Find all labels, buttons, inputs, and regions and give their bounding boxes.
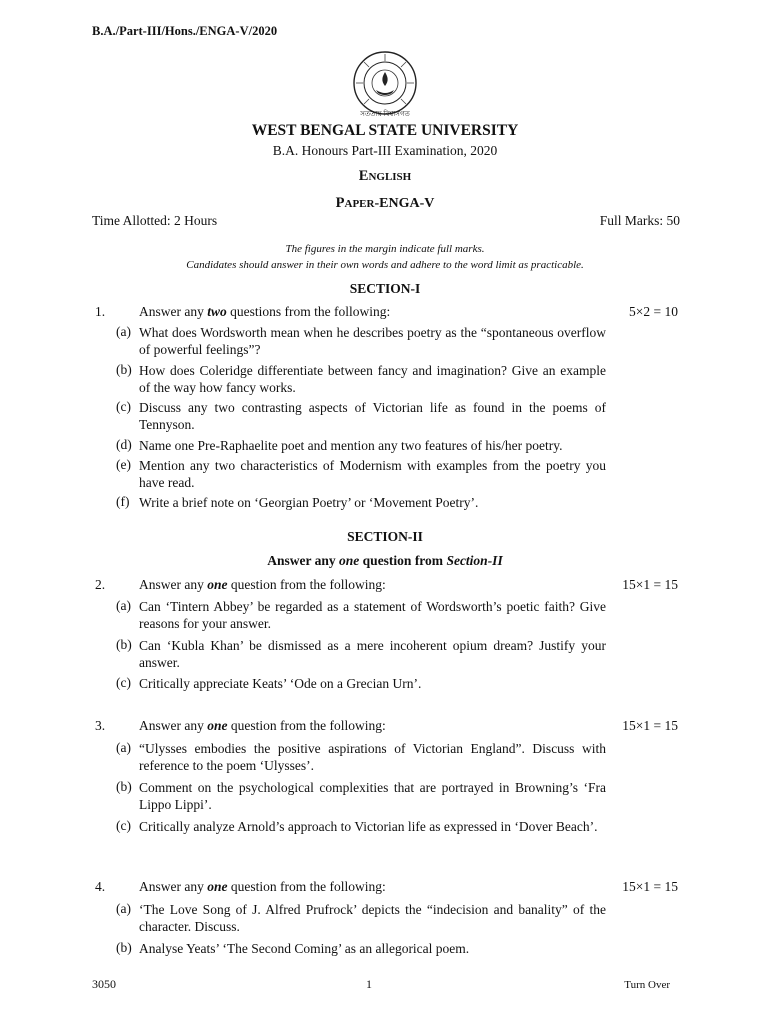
university-emblem-icon	[352, 50, 418, 116]
question-number: 2.	[95, 577, 106, 592]
section-instruction: Answer any one question from Section-II	[267, 553, 503, 568]
question-part: (b) How does Coleridge differentiate between fancy and imagination? Give an example of the way how fancy works.	[116, 362, 606, 395]
instruction-line: The figures in the margin indicate full marks.	[285, 243, 485, 255]
turn-over-note: Turn Over	[624, 979, 670, 991]
question-part: (a) “Ulysses embodies the positive aspirations of Victorian England”. Discuss with reference to the poem ‘Ulysses’.	[116, 740, 606, 773]
section-heading: SECTION-II	[347, 529, 423, 544]
section-heading: SECTION-I	[349, 281, 421, 296]
question-part: (e) Mention any two characteristics of Modernism with examples from the poetry you have read.	[116, 457, 606, 490]
page-number: 1	[366, 977, 372, 991]
exam-name: B.A. Honours Part-III Examination, 2020	[272, 143, 498, 158]
question-marks: 5×2 = 10	[629, 304, 678, 319]
question-instruction: Answer any two questions from the following:	[139, 304, 391, 319]
question-number: 1.	[95, 304, 106, 319]
time-allotted: Time Allotted: 2 Hours	[92, 213, 218, 228]
emblem-motto: সততায় বিশ্বাসগত	[360, 110, 410, 118]
question-part: (b) Can ‘Kubla Khan’ be dismissed as a mere incoherent opium dream? Justify your answer.	[116, 637, 606, 670]
question-part: (b) Comment on the psychological complexities that are portrayed in Browning’s ‘Fra Lippo Lippi’.	[116, 779, 606, 812]
question-part: (a) What does Wordsworth mean when he describes poetry as the “spontaneous overflow of powerful feelings”?	[116, 324, 606, 357]
question-instruction: Answer any one question from the following:	[139, 577, 386, 592]
question-number: 3.	[95, 718, 106, 733]
question-part: (b) Analyse Yeats’ ‘The Second Coming’ as an allegorical poem.	[116, 940, 470, 956]
question-instruction: Answer any one question from the following:	[139, 879, 386, 894]
question-instruction: Answer any one question from the following:	[139, 718, 386, 733]
question-part: (d) Name one Pre-Raphaelite poet and mention any two features of his/her poetry.	[116, 437, 563, 453]
question-number: 4.	[95, 879, 106, 894]
question-part: (c) Critically appreciate Keats’ ‘Ode on a Grecian Urn’.	[116, 675, 422, 691]
paper-title: PAPER-ENGA-V	[335, 195, 435, 211]
footer-paper-code: 3050	[92, 977, 116, 991]
question-part: (a) ‘The Love Song of J. Alfred Prufrock’ depicts the “indecision and banality” of the character. Discuss.	[116, 901, 606, 934]
question-marks: 15×1 = 15	[622, 718, 678, 733]
full-marks: Full Marks: 50	[599, 213, 680, 228]
question-part: (c) Discuss any two contrasting aspects of Victorian life as found in the poems of Tennyson.	[116, 399, 606, 432]
subject-title: ENGLISH	[358, 168, 412, 184]
instruction-line: Candidates should answer in their own words and adhere to the word limit as practicable.	[186, 259, 584, 271]
question-part: (a) Can ‘Tintern Abbey’ be regarded as a statement of Wordsworth’s poetic faith? Give reasons for your answer.	[116, 598, 606, 631]
university-name: WEST BENGAL STATE UNIVERSITY	[251, 122, 519, 139]
question-marks: 15×1 = 15	[622, 577, 678, 592]
paper-code: B.A./Part-III/Hons./ENGA-V/2020	[92, 24, 278, 38]
question-marks: 15×1 = 15	[622, 879, 678, 894]
question-part: (f) Write a brief note on ‘Georgian Poetry’ or ‘Movement Poetry’.	[116, 494, 479, 510]
question-part: (c) Critically analyze Arnold’s approach to Victorian life as expressed in ‘Dover Beach’.	[116, 818, 598, 834]
